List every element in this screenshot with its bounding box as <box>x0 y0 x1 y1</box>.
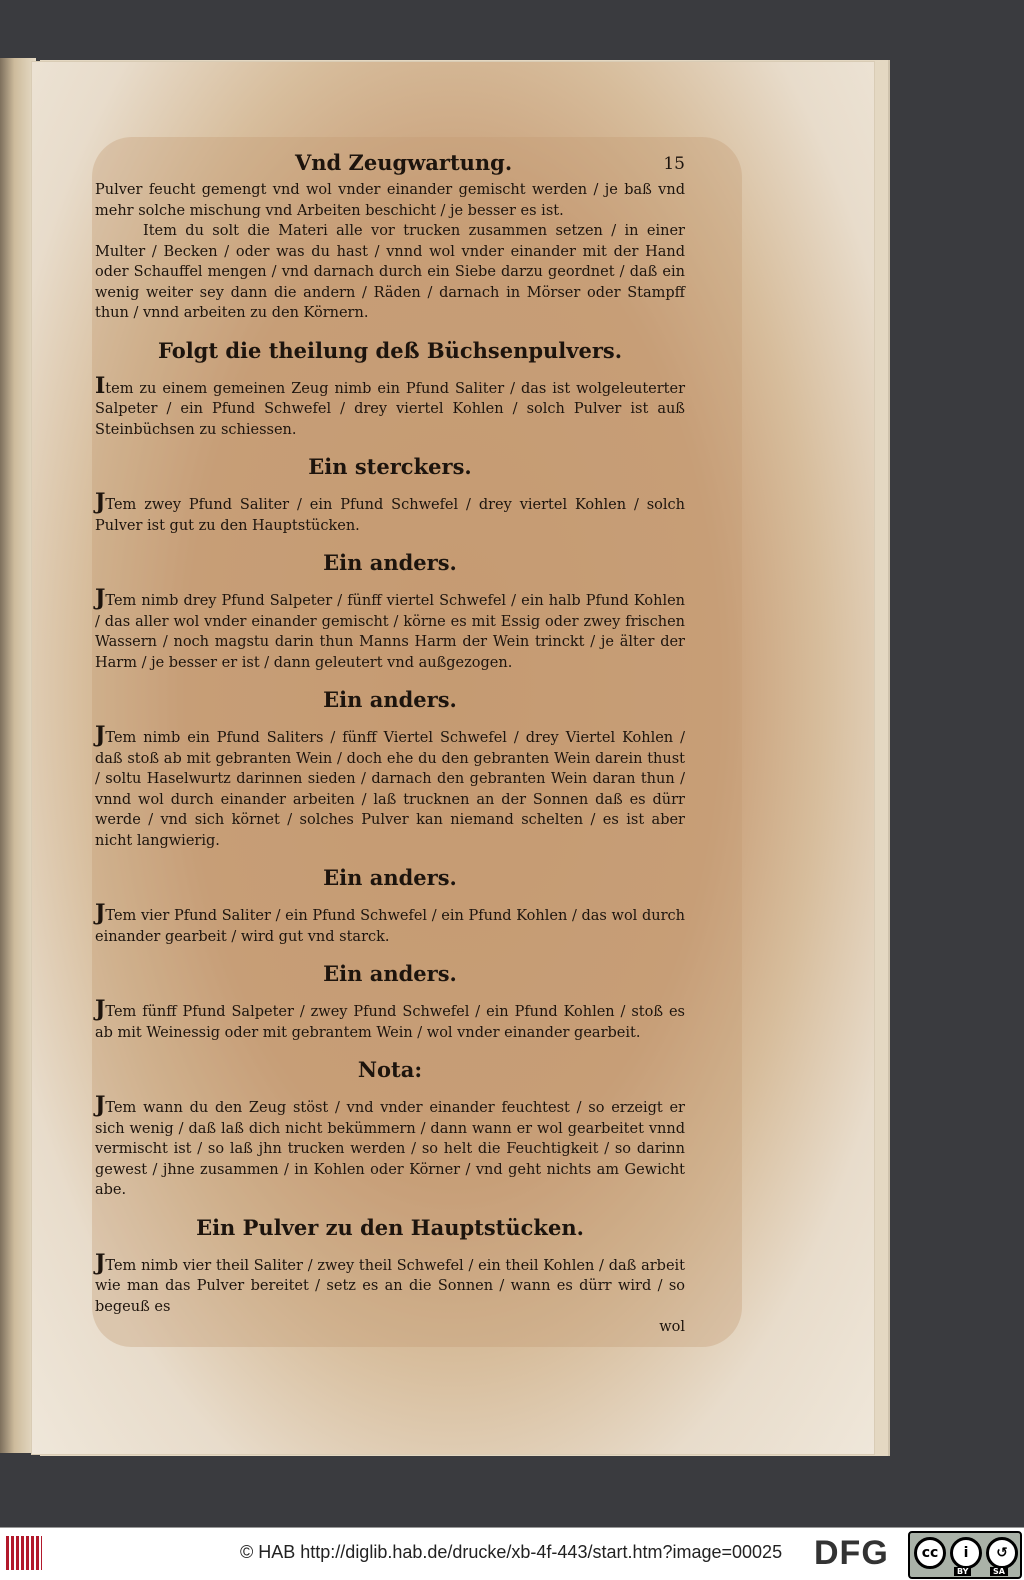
paragraph-3 <box>95 372 685 441</box>
paragraph-text: Tem nimb ein Pfund Saliters / fünff Viertel Schwefel / drey Viertel Kohlen / daß stoß ab mit gebranten Wein / doch ehe du den gebranten Wein darein thust / soltu Haselwurtz darinnen sieden / darnach den gebranten Wein daran thun / vnnd wol durch einander arbeiten / laß trucknen an der Sonnen daß es dürr werde / vnd sich körnet / solches Pulver kan niemand schelten / es ist aber nicht langwierig. <box>95 730 685 849</box>
initial-letter: J <box>95 722 106 748</box>
section-heading-5: Ein anders. <box>323 865 457 890</box>
license-sa-label: SA <box>990 1567 1008 1576</box>
cc-license-badge[interactable] <box>908 1531 1022 1579</box>
license-by-label: BY <box>954 1567 971 1576</box>
dfg-logo: DFG <box>814 1534 889 1572</box>
running-head <box>95 150 685 180</box>
catchword: wol <box>659 1319 685 1335</box>
paragraph-text: tem zu einem gemeinen Zeug nimb ein Pfund Saliter / das ist wolgeleuterter Salpeter / ein Pfund Schwefel / drey viertel Kohlen / solch Pulver ist auß Steinbüchsen zu schiessen. <box>95 380 685 438</box>
initial-letter: J <box>95 1092 106 1118</box>
paragraph-text: Tem nimb drey Pfund Salpeter / fünff viertel Schwefel / ein halb Pfund Kohlen / das aller wol vnder einander gemischt / körne es mit Essig oder zwey frischen Wassern / noch magstu darin thun Manns Harm der Wein trinckt / je älter der Harm / je besser er ist / dann geleutert vnd außgezogen. <box>95 593 685 671</box>
running-head-title: Vnd Zeugwartung. <box>295 150 513 175</box>
section-heading-7: Nota: <box>357 1057 423 1082</box>
source-link[interactable]: © HAB http://diglib.hab.de/drucke/xb-4f-443/start.htm?image=00025 <box>240 1542 783 1562</box>
paragraph-text: Tem vier Pfund Saliter / ein Pfund Schwefel / ein Pfund Kohlen / das wol durch einander gearbeit / wird gut vnd starck. <box>95 908 685 945</box>
paragraph-4 <box>95 489 685 536</box>
page-text <box>95 150 685 1337</box>
paragraph-7 <box>95 900 685 947</box>
paragraph-text: Tem zwey Pfund Saliter / ein Pfund Schwefel / drey viertel Kohlen / solch Pulver ist gut zu den Hauptstücken. <box>95 497 685 534</box>
initial-letter: I <box>95 372 106 399</box>
by-icon: i <box>950 1537 982 1569</box>
paragraph-6 <box>95 722 685 851</box>
section-heading-8: Ein Pulver zu den Hauptstücken. <box>196 1214 584 1240</box>
paragraph-1: Pulver feucht gemengt vnd wol vnder einander gemischt werden / je baß vnd mehr solche mischung vnd Arbeiten beschicht / je besser es ist. <box>95 182 685 219</box>
initial-letter: J <box>95 996 106 1022</box>
paragraph-5 <box>95 585 685 673</box>
hab-logo-icon <box>6 1536 42 1570</box>
section-heading-2: Ein sterckers. <box>308 454 472 479</box>
page-number: 15 <box>663 154 685 174</box>
initial-letter: J <box>95 585 106 611</box>
initial-letter: J <box>95 489 106 515</box>
paragraph-2: Item du solt die Materi alle vor trucken zusammen setzen / in einer Multer / Becken / oder was du hast / vnnd wol vnder einander mit der Hand oder Schauffel mengen / vnd darnach durch ein Siebe darzu geordnet / daß ein wenig weiter sey dann die andern / Räden / darnach in Mörser oder Stampff thun / vnnd arbeiten zu den Körnern. <box>95 223 685 321</box>
paragraph-8 <box>95 996 685 1043</box>
sa-icon: ↺ <box>986 1537 1018 1569</box>
previous-page-edge <box>0 58 36 1453</box>
cc-icon: cc <box>914 1537 946 1569</box>
section-heading-3: Ein anders. <box>323 550 457 575</box>
paragraph-text: Tem fünff Pfund Salpeter / zwey Pfund Schwefel / ein Pfund Kohlen / stoß es ab mit Weinessig oder mit gebrantem Wein / wol vnder einander gearbeit. <box>95 1004 685 1041</box>
initial-letter: J <box>95 900 106 926</box>
section-heading-4: Ein anders. <box>323 687 457 712</box>
paragraph-text: Tem wann du den Zeug stöst / vnd vnder einander feuchtest / so erzeigt er sich wenig / daß laß dich nicht bekümmern / dann wann er wol gearbeitet vnnd vermischt ist / so laß jhn trucken werden / so helt die Feuchtigkeit / so darinn gewest / jhne zusammen / in Kohlen oder Körner / vnd geht nichts am Gewicht abe. <box>95 1100 685 1198</box>
section-heading-6: Ein anders. <box>323 961 457 986</box>
paragraph-9 <box>95 1092 685 1201</box>
initial-letter: J <box>95 1249 106 1276</box>
section-heading-1: Folgt die theilung deß Büchsenpulvers. <box>157 337 623 363</box>
paragraph-text: Tem nimb vier theil Saliter / zwey theil Schwefel / ein theil Kohlen / daß arbeit wie man das Pulver bereitet / setz es an die Sonnen / wann es dürr wird / so begeuß es <box>95 1257 685 1315</box>
paragraph-10 <box>95 1249 685 1318</box>
viewer-footer <box>0 1527 1024 1580</box>
